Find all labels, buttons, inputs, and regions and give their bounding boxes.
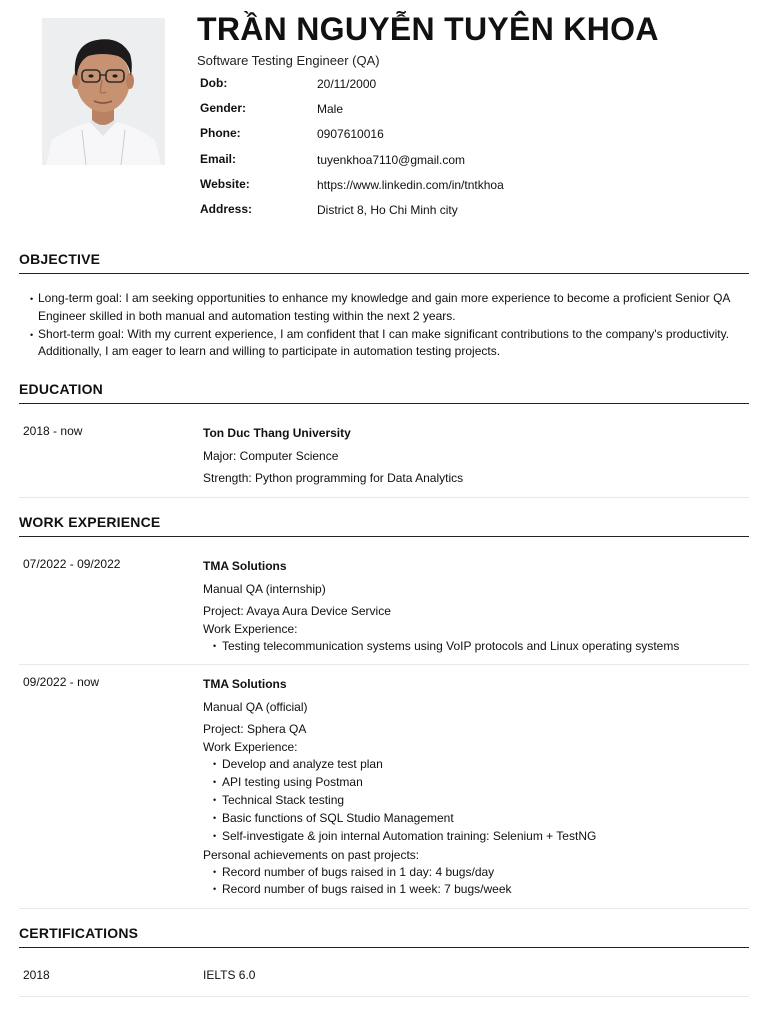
email-value: tuyenkhoa7110@gmail.com bbox=[317, 152, 466, 167]
entry-date bbox=[23, 557, 193, 571]
gender-label: Gender: bbox=[200, 101, 247, 116]
phone-label: Phone: bbox=[200, 126, 241, 141]
objective-list bbox=[30, 290, 752, 361]
bullet-icon: • bbox=[30, 294, 34, 304]
certifications-heading: CERTIFICATIONS bbox=[19, 925, 749, 948]
candidate-name: TRẦN NGUYỄN TUYÊN KHOA bbox=[197, 11, 659, 47]
list-item-text: API testing using Postman bbox=[222, 774, 363, 789]
dob-value: 20/11/2000 bbox=[317, 77, 377, 91]
bullet-icon: • bbox=[213, 776, 217, 787]
list-item-text: Record number of bugs raised in 1 day: 4 bugs/day bbox=[222, 864, 495, 879]
objective-text: Long-term goal: I am seeking opportunities to enhance my knowledge and gain more experience to become a proficient Senior QA Engineer skilled in both manual and automation testing within the next 2 years. bbox=[38, 291, 730, 323]
list-item-text: Develop and analyze test plan bbox=[222, 757, 383, 771]
entry-body bbox=[203, 675, 749, 899]
divider bbox=[19, 908, 749, 909]
project-text: Project: Sphera QA bbox=[203, 722, 307, 736]
list-item-text: Testing telecommunication systems using VoIP protocols and Linux operating systems bbox=[222, 639, 680, 653]
info-row-phone bbox=[200, 126, 620, 151]
school-name: Ton Duc Thang University bbox=[203, 426, 351, 440]
list-item bbox=[203, 881, 749, 899]
list-item bbox=[203, 828, 749, 846]
list-item bbox=[203, 774, 749, 792]
gender-value: Male bbox=[317, 102, 344, 117]
list-item bbox=[203, 756, 749, 774]
company-name: TMA Solutions bbox=[203, 677, 287, 691]
bullet-icon: • bbox=[213, 812, 217, 823]
company-name: TMA Solutions bbox=[203, 559, 287, 573]
entry-date bbox=[23, 675, 193, 689]
phone-value: 0907610016 bbox=[317, 127, 384, 142]
role-text: Manual QA (internship) bbox=[203, 581, 326, 596]
major-text: Major: Computer Science bbox=[203, 448, 339, 463]
divider bbox=[19, 996, 749, 997]
bullet-icon: • bbox=[213, 830, 217, 841]
date-separator: - bbox=[69, 557, 74, 571]
address-label: Address: bbox=[200, 201, 253, 216]
divider bbox=[19, 664, 749, 665]
list-item bbox=[203, 638, 749, 656]
list-item-text: Basic functions of SQL Studio Management bbox=[222, 810, 454, 825]
bullet-icon: • bbox=[213, 759, 217, 769]
info-row-email bbox=[200, 152, 620, 177]
date-separator: - bbox=[53, 424, 58, 438]
bullet-icon: • bbox=[213, 866, 217, 877]
address-value: District 8, Ho Chi Minh city bbox=[317, 202, 458, 217]
bullet-icon: • bbox=[213, 641, 217, 651]
cert-year: 2018 bbox=[23, 968, 50, 982]
website-value: https://www.linkedin.com/in/tntkhoa bbox=[317, 177, 504, 192]
info-row-dob bbox=[200, 76, 620, 101]
info-row-address bbox=[200, 202, 620, 227]
achievements-label: Personal achievements on past projects: bbox=[203, 847, 420, 862]
objective-text: Short-term goal: With my current experience, I am confident that I can make significant contributions to the company's productivity. Additionally, I am eager to learn and willing to participate in automation testing projects. bbox=[38, 326, 730, 359]
list-item-text: Technical Stack testing bbox=[222, 792, 345, 807]
list-item-text: Self-investigate & join internal Automation training: Selenium + TestNG bbox=[222, 828, 597, 843]
list-item bbox=[203, 792, 749, 810]
cert-name: IELTS 6.0 bbox=[203, 968, 256, 982]
info-row-website bbox=[200, 177, 620, 202]
objective-item bbox=[30, 326, 752, 362]
dob-label: Dob: bbox=[200, 76, 228, 90]
personal-info bbox=[200, 76, 620, 227]
divider bbox=[19, 497, 749, 498]
bullet-icon: • bbox=[30, 329, 34, 340]
date-end: 09/2022 bbox=[77, 557, 121, 571]
date-separator: - bbox=[69, 675, 74, 689]
objective-heading: OBJECTIVE bbox=[19, 251, 749, 274]
work-experience-label: Work Experience: bbox=[203, 622, 298, 636]
strength-text: Strength: Python programming for Data Analytics bbox=[203, 471, 464, 485]
bullet-icon: • bbox=[213, 884, 217, 895]
list-item bbox=[203, 810, 749, 828]
date-end: now bbox=[77, 675, 100, 689]
entry-body bbox=[203, 424, 749, 487]
info-row-gender bbox=[200, 101, 620, 126]
date-start: 2018 bbox=[23, 424, 50, 438]
list-item bbox=[203, 864, 749, 882]
work-experience-label: Work Experience: bbox=[203, 740, 298, 754]
entry-body bbox=[203, 557, 749, 656]
email-label: Email: bbox=[200, 151, 237, 166]
objective-item bbox=[30, 290, 752, 326]
profile-photo bbox=[42, 18, 165, 165]
job-title: Software Testing Engineer (QA) bbox=[197, 53, 380, 68]
date-end: now bbox=[60, 424, 83, 438]
role-text: Manual QA (official) bbox=[203, 699, 308, 714]
education-heading: EDUCATION bbox=[19, 381, 749, 404]
bullet-icon: • bbox=[213, 794, 217, 805]
project-text: Project: Avaya Aura Device Service bbox=[203, 604, 391, 618]
entry-date bbox=[23, 424, 193, 438]
work-heading: WORK EXPERIENCE bbox=[19, 514, 749, 537]
website-label: Website: bbox=[200, 176, 250, 191]
date-start: 09/2022 bbox=[23, 675, 67, 689]
date-start: 07/2022 bbox=[23, 557, 67, 571]
list-item-text: Record number of bugs raised in 1 week: 7 bugs/week bbox=[222, 882, 512, 897]
